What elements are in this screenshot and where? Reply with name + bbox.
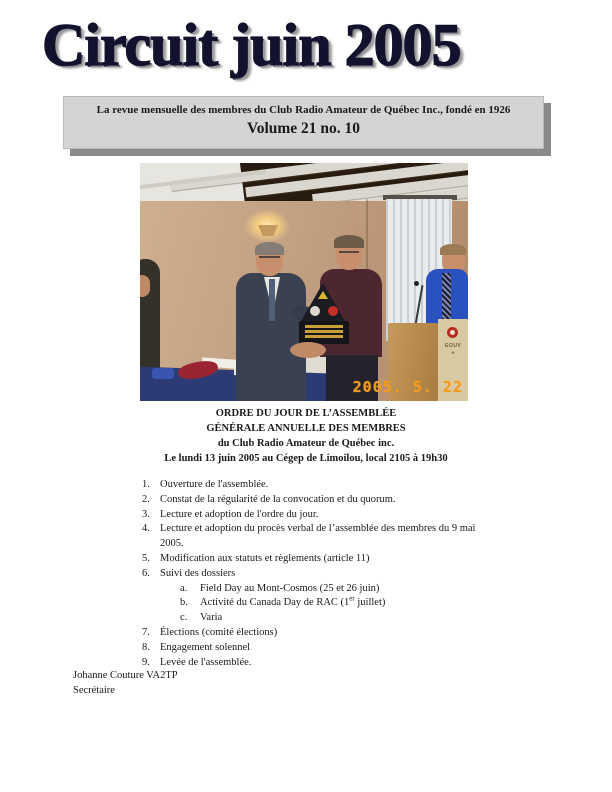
agenda-item-text-line2: 2005. xyxy=(160,538,184,550)
agenda-item-number: 8. xyxy=(142,641,150,653)
agenda-item-1 xyxy=(0,478,612,493)
signature-block xyxy=(73,669,178,698)
agenda-subitem-superscript: er xyxy=(349,594,355,603)
recipient-glasses xyxy=(339,251,359,256)
photo-date-stamp: 2005. 5. 22 xyxy=(352,378,463,396)
agenda-subitem-text xyxy=(200,596,385,611)
trophy-plaque-triangle xyxy=(300,283,346,323)
agenda-item-number: 6. xyxy=(142,567,150,579)
trophy-badge-yellow xyxy=(318,291,328,299)
agenda-item-number: 1. xyxy=(142,479,150,490)
speaker-hair xyxy=(440,244,466,255)
trophy-gold-plate xyxy=(305,330,343,333)
agenda-heading-line2: GÉNÉRALE ANNUELLE DES MEMBRES xyxy=(206,423,406,434)
agenda-item-4 xyxy=(0,522,612,552)
banner-subtitle: La revue mensuelle des membres du Club Radio Amateur de Québec Inc., fondé en 1926 xyxy=(96,104,511,116)
agenda-item-number: 9. xyxy=(142,656,150,668)
signature-name: Johanne Couture VA2TP xyxy=(73,670,178,681)
trophy-badge-silver xyxy=(310,306,320,316)
agenda-subitem-a xyxy=(0,582,612,597)
agenda-subitem-letter: c. xyxy=(180,612,188,624)
agenda-item-text: Élections (comité élections) xyxy=(160,626,278,638)
trophy-gold-plate xyxy=(305,325,343,328)
agenda-list xyxy=(0,478,612,670)
banner-volume: Volume 21 no. 10 xyxy=(246,120,361,137)
trophy-badge-red xyxy=(328,306,338,316)
podium-sign-text: GOUV xyxy=(444,343,462,349)
blue-object-on-table xyxy=(152,368,174,379)
agenda-subitem-text-post: juillet) xyxy=(354,597,386,609)
microphone-icon xyxy=(414,281,419,286)
agenda-item-number: 5. xyxy=(142,552,150,564)
agenda-heading-line3: du Club Radio Amateur de Québec inc. xyxy=(217,438,395,449)
agenda-subitem-text: Varia xyxy=(200,612,223,624)
agenda-item-text: Engagement solennel xyxy=(160,641,251,653)
agenda-subitem-letter: a. xyxy=(180,582,188,594)
handshake xyxy=(290,342,326,358)
podium-logo-center xyxy=(450,330,455,335)
agenda-item-number: 2. xyxy=(142,493,150,505)
speaker-tie xyxy=(442,273,451,325)
podium-sign-text-2: H xyxy=(451,350,455,355)
agenda-item-text: Levée de l'assemblée. xyxy=(160,656,252,668)
newsletter-title: Circuit juin 2005 xyxy=(42,12,461,78)
agenda-subitem-b xyxy=(0,596,612,611)
agenda-item-text: Suivi des dossiers xyxy=(160,567,236,579)
agenda-item-3 xyxy=(0,508,612,523)
presenter-tie xyxy=(269,279,275,321)
agenda-subitem-letter: b. xyxy=(180,597,188,609)
agenda-item-number: 3. xyxy=(142,508,150,520)
agenda-subitem-text-pre: Activité du Canada Day de RAC (1 xyxy=(200,597,350,609)
agenda-subitem-c xyxy=(0,611,612,626)
agenda-item-text xyxy=(160,522,475,552)
agenda-item-8 xyxy=(0,641,612,656)
agenda-heading xyxy=(0,406,612,466)
agenda-item-2 xyxy=(0,493,612,508)
agenda-item-5 xyxy=(0,552,612,567)
agenda-subitem-text: Field Day au Mont-Cosmos (25 et 26 juin) xyxy=(200,582,380,594)
agenda-item-7 xyxy=(0,626,612,641)
agenda-item-text: Modification aux statuts et règlements (article 11) xyxy=(160,552,370,564)
agenda-heading-line1: ORDRE DU JOUR DE L’ASSEMBLÉE xyxy=(215,408,397,419)
presenter-hair xyxy=(255,242,284,255)
presenter-glasses xyxy=(259,256,280,261)
trophy-gold-plate xyxy=(305,335,343,338)
agenda-item-text-line1: Lecture et adoption du procès verbal de l’assemblée des membres du 9 mai xyxy=(160,523,476,535)
agenda-item-6 xyxy=(0,567,612,582)
agenda-heading-line4: Le lundi 13 juin 2005 au Cégep de Limoilou, local 2105 à 19h30 xyxy=(164,453,448,464)
agenda-item-text: Ouverture de l'assemblée. xyxy=(160,479,269,490)
agenda-item-text: Lecture et adoption de l'ordre du jour. xyxy=(160,508,319,520)
agenda-item-number: 4. xyxy=(142,523,150,535)
signature-role: Secrétaire xyxy=(73,684,115,696)
banner-box xyxy=(63,96,544,149)
recipient-hair xyxy=(334,235,364,248)
agenda-item-text: Constat de la régularité de la convocation et du quorum. xyxy=(160,493,396,505)
agenda-item-number: 7. xyxy=(142,626,150,638)
award-ceremony-photo xyxy=(140,163,468,401)
